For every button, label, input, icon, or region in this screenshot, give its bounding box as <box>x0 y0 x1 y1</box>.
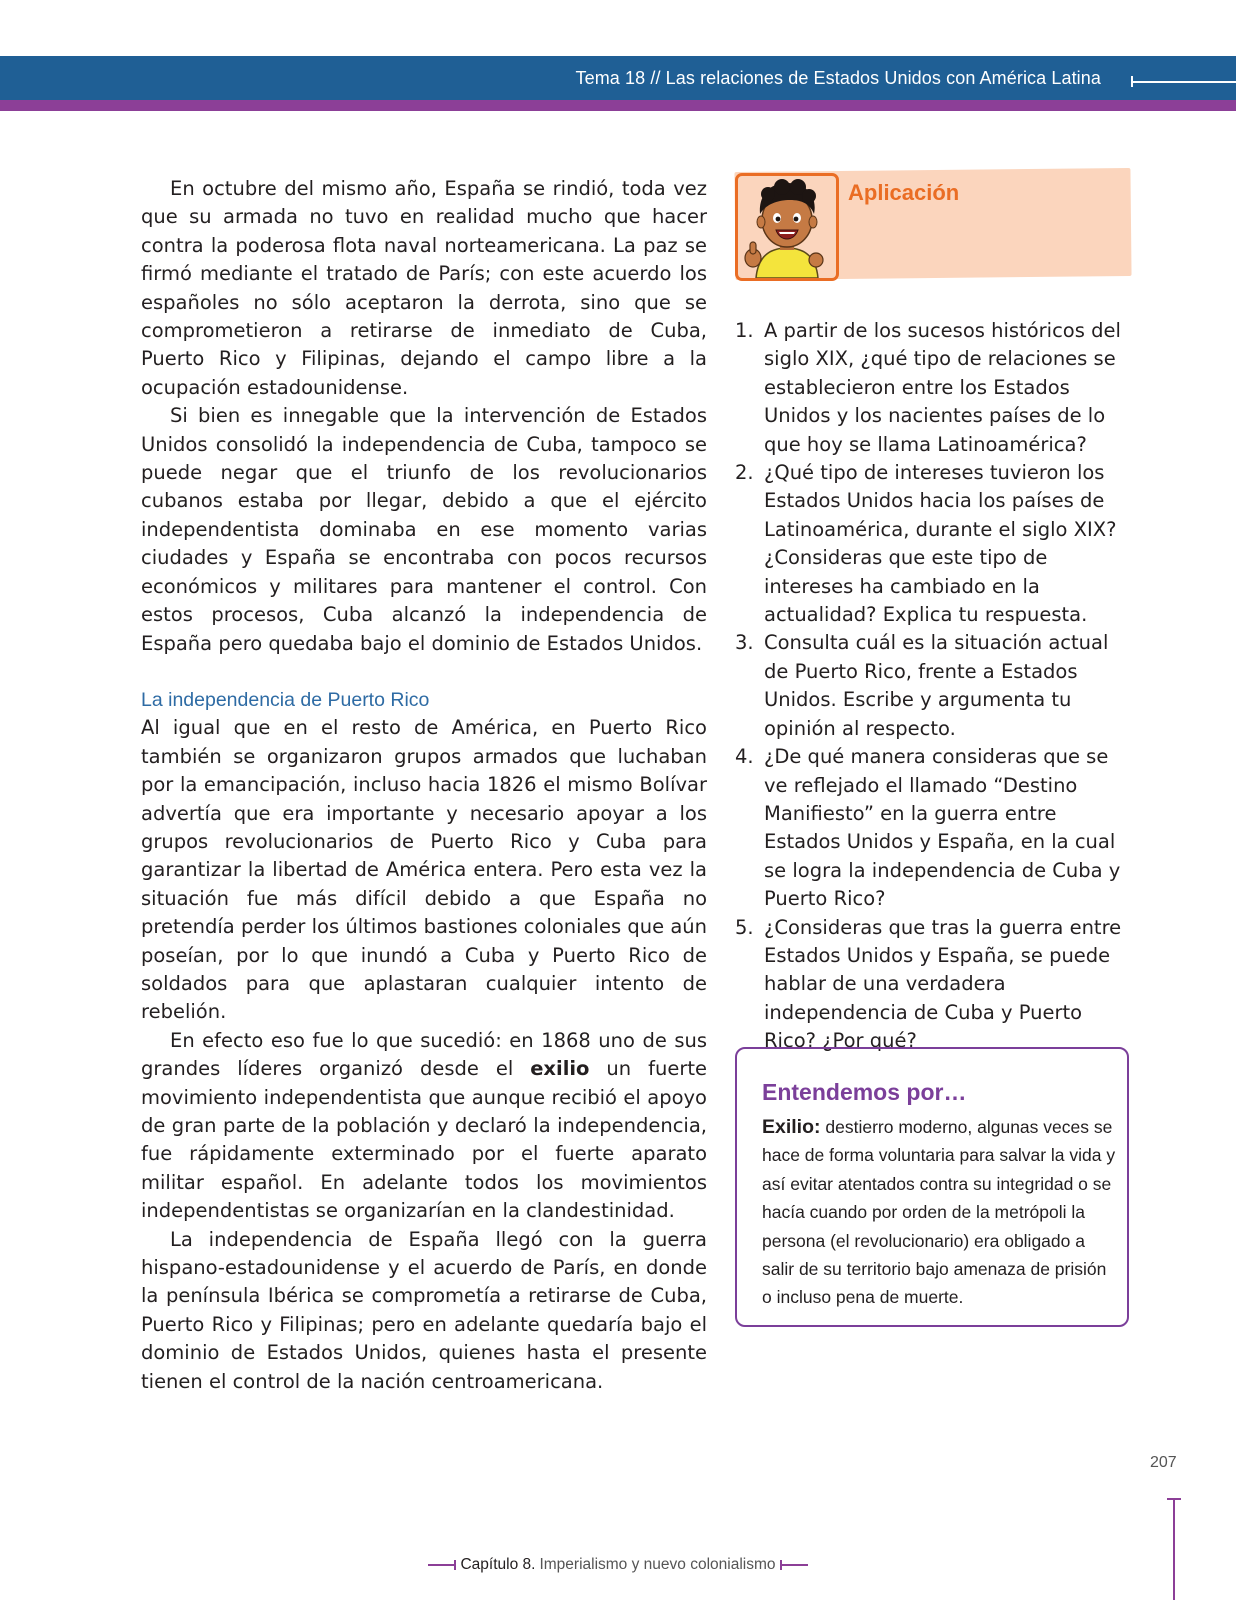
question-number: 2. <box>735 461 754 485</box>
footer <box>0 1553 1236 1574</box>
question-text: Consulta cuál es la situación actual de Puerto Rico, frente a Estados Unidos. Escribe y argumenta tu opinión al respecto. <box>764 631 1109 740</box>
question-number: 4. <box>735 745 754 769</box>
question-item <box>735 317 1135 459</box>
definition-text: destierro moderno, algunas veces se hace de forma voluntaria para salvar la vida y así evitar atentados contra su integridad o se hacía cuando por orden de la metrópoli la persona (el revolucionario) era obligado a salir de su territorio bajo amenaza de prisión o incluso pena de muerte. <box>762 1117 1116 1308</box>
definition-title: Entendemos por… <box>762 1079 967 1105</box>
question-number: 1. <box>735 319 754 342</box>
question-number: 3. <box>735 631 754 655</box>
aplicacion-title: Aplicación <box>848 180 960 205</box>
footer-rule-left <box>428 1564 456 1566</box>
question-text: ¿Consideras que tras la guerra entre Estados Unidos y España, se puede hablar de una verdadera independencia de Cuba y Puerto Rico? ¿Por qué? <box>764 915 1122 1053</box>
footer-chapter: Capítulo 8. <box>460 1556 536 1573</box>
section-subtitle: La independencia de Puerto Rico <box>141 688 430 711</box>
definition-term: Exilio: <box>762 1116 821 1138</box>
paragraph <box>141 1027 707 1226</box>
definition-body <box>762 1113 1118 1312</box>
footer-chapter-title: Imperialismo y nuevo colonialismo <box>539 1556 776 1573</box>
paragraph: Al igual que en el resto de América, en Puerto Rico también se organizaron grupos armados que luchaban por la emancipación, incluso hacia 1826 el mismo Bolívar advertía que era importante y necesario apoyar a los grupos revolucionarios de Puerto Rico y Cuba para garantizar la libertad de América entera. Pero esta vez la situación fue más difícil debido a que España no pretendía perder los últimos bastiones coloniales que aún poseían, por lo que inundó a Cuba y Puerto Rico de soldados para que aplastaran cualquier intento de rebelión. <box>141 716 707 1024</box>
header-accent-stripe <box>0 100 1236 111</box>
question-text: A partir de los sucesos históricos del siglo XIX, ¿qué tipo de relaciones se establecieron entre los Estados Unidos y los nacientes países de lo que hoy se llama Latinoamérica? <box>764 319 1121 456</box>
page-number: 207 <box>1150 1454 1177 1471</box>
question-item <box>735 629 1135 743</box>
header-rule <box>1132 81 1236 83</box>
keyword-exilio: exilio <box>530 1057 590 1081</box>
aplicacion-portrait <box>735 173 839 281</box>
question-text: ¿Qué tipo de intereses tuvieron los Estados Unidos hacia los países de Latinoamérica, durante el siglo XIX? ¿Consideras que este tipo de intereses ha cambiado en la actualidad? Explica tu respuesta. <box>764 461 1117 627</box>
question-number: 5. <box>735 915 754 939</box>
main-text-column <box>141 175 707 1396</box>
smiling-boy-icon <box>738 176 836 278</box>
paragraph: La independencia de España llegó con la guerra hispano-estadounidense y el acuerdo de París, en donde la península Ibérica se comprometía a retirarse de Cuba, Puerto Rico y Filipinas; pero en adelante quedaría bajo el dominio de Estados Unidos, quienes hasta el presente tienen el control de la nación centroamericana. <box>141 1227 707 1393</box>
paragraph-text: En efecto eso fue lo que sucedió: en 1868 uno de sus grandes líderes organizó desde el <box>141 1028 707 1081</box>
aplicacion-questions <box>735 317 1135 1056</box>
question-text: ¿De qué manera consideras que se ve reflejado el llamado “Destino Manifiesto” en la guerra entre Estados Unidos y España, en la cual se logra la independencia de Cuba y Puerto Rico? <box>764 745 1121 911</box>
paragraph-text: un fuerte movimiento independentista que aunque recibió el apoyo de gran parte de la población y declaró la independencia, fue rápidamente exterminado por el fuerte aparato militar español. En adelante todos los movimientos independentistas se organizarían en la clandestinidad. <box>141 1057 707 1223</box>
paragraph: En octubre del mismo año, España se rindió, toda vez que su armada no tuvo en realidad mucho que hacer contra la poderosa flota naval norteamericana. La paz se firmó mediante el tratado de París; con este acuerdo los españoles no sólo aceptaron la derrota, sino que se comprometieron a retirarse de inmediato de Cuba, Puerto Rico y Filipinas, dejando el campo libre a la ocupación estadounidense. <box>141 177 707 399</box>
question-item <box>735 459 1135 629</box>
question-item <box>735 743 1135 913</box>
page-marker-line <box>1173 1499 1175 1600</box>
footer-rule-right <box>780 1564 808 1566</box>
paragraph: Si bien es innegable que la intervención de Estados Unidos consolidó la independencia de Cuba, tampoco se puede negar que el triunfo de los revolucionarios cubanos estaba por llegar, debido a que el ejército independentista dominaba en ese momento varias ciudades y España se encontraba con pocos recursos económicos y militares para mantener el control. Con estos procesos, Cuba alcanzó la independencia de España pero quedaba bajo el dominio de Estados Unidos. <box>141 404 707 655</box>
header-title: Tema 18 // Las relaciones de Estados Unidos con América Latina <box>575 68 1101 88</box>
question-item <box>735 914 1135 1056</box>
